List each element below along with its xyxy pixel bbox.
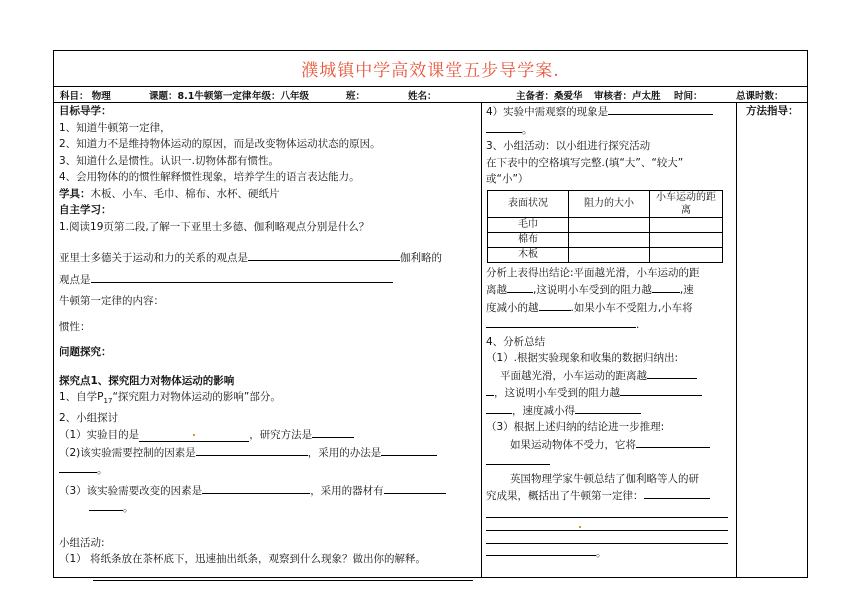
- question-text: ，研究方法是: [249, 429, 313, 442]
- period: 。: [97, 464, 108, 477]
- input-cell[interactable]: [650, 247, 723, 262]
- answer-blank[interactable]: [636, 436, 710, 448]
- mark-dot: [193, 434, 195, 436]
- analysis-line: 分析上表得出结论:平面越光滑，小车运动的距: [486, 266, 700, 279]
- summary-line: [486, 384, 732, 402]
- newton-text: 究成果，概括出了牛顿第一定律：: [486, 490, 644, 502]
- input-cell[interactable]: [650, 232, 723, 247]
- self-study-line: [59, 389, 477, 410]
- answer-blank[interactable]: [644, 487, 710, 499]
- page-title: 濮城镇中学高效课堂五步导学案.: [301, 61, 560, 81]
- answer-blank[interactable]: [652, 281, 680, 293]
- summary-line: （1）.根据实验现象和收集的数据归纳出:: [486, 352, 679, 364]
- answer-blank[interactable]: [381, 444, 437, 456]
- column-header: 小车运动的距离: [650, 190, 723, 217]
- galileo-line: [59, 271, 477, 289]
- worksheet: [53, 50, 808, 578]
- input-cell[interactable]: [650, 217, 723, 232]
- class-label: 班：: [346, 91, 366, 102]
- answer-blank[interactable]: [507, 281, 533, 293]
- column-divider: [481, 102, 482, 577]
- analysis-text: 度减小的越: [486, 301, 539, 314]
- name-label: 姓名：: [408, 91, 437, 102]
- surface-cell: 木板: [488, 247, 569, 262]
- analysis-text: ,速: [679, 284, 694, 296]
- answer-blank[interactable]: [384, 482, 446, 494]
- newton-line: 英国物理学家牛顿总结了伽利略等人的研: [510, 472, 699, 485]
- table-header-row: [488, 190, 723, 217]
- table-row: [488, 217, 723, 232]
- summary-text: ，这说明小车受到的阻力越: [494, 387, 620, 399]
- period: 。: [596, 546, 607, 559]
- column-header: 阻力的大小: [569, 190, 650, 217]
- answer-blank[interactable]: [486, 544, 596, 556]
- fill-instruction: 在下表中的空格填写完整.(填“大”、“较大”: [486, 156, 684, 169]
- activity-3: 3、小组活动：以小组进行探究活动: [486, 140, 651, 152]
- input-cell[interactable]: [569, 232, 650, 247]
- question-text: （2)该实验需要控制的因素是: [59, 446, 196, 459]
- column-header: 表面状况: [488, 190, 569, 217]
- question-text: （1）实验目的是: [59, 429, 140, 442]
- inertia-line: 惯性：: [59, 320, 91, 333]
- summary-line: [486, 402, 732, 420]
- tools-label: 学具：: [59, 187, 91, 200]
- analysis-line: [486, 281, 732, 299]
- answer-blank[interactable]: [539, 299, 571, 311]
- aristotle-line: [59, 249, 477, 267]
- goal-item: 1、知道牛顿第一定律，: [59, 121, 171, 134]
- answer-blank[interactable]: [312, 426, 354, 438]
- left-column: [59, 103, 477, 581]
- method-column: [746, 103, 806, 120]
- answer-line[interactable]: [486, 518, 728, 531]
- title-row: [54, 51, 807, 87]
- question-text: 4）实验中需观察的现象是: [486, 106, 609, 118]
- tools-line: [59, 186, 477, 203]
- newton-line: [486, 487, 732, 505]
- table-row: [488, 232, 723, 247]
- answer-line[interactable]: [93, 568, 473, 581]
- reviewer: 审核者：卢太胜: [594, 91, 661, 102]
- galileo-text: 伽利略的: [400, 252, 442, 264]
- q4-line: [486, 103, 732, 121]
- question-3: [59, 482, 477, 500]
- answer-line[interactable]: [486, 505, 728, 518]
- answer-blank[interactable]: [486, 384, 494, 396]
- question-text: （3）该实验需要改变的因素是: [59, 484, 203, 497]
- answer-blank[interactable]: [59, 461, 97, 473]
- summary-line: [486, 367, 732, 385]
- explore-heading: 问题探究：: [59, 346, 112, 358]
- answer-blank[interactable]: [202, 482, 310, 494]
- goals-heading: 目标导学：: [59, 105, 112, 117]
- question-text: ，采用的器材有: [310, 484, 384, 497]
- spacer: [59, 361, 477, 373]
- galileo-label: 观点是: [59, 273, 91, 286]
- question-1: [59, 426, 477, 444]
- author: 主备者：桑爱华: [516, 91, 583, 102]
- input-cell[interactable]: [569, 217, 650, 232]
- analysis-text: ,这说明小车受到的阻力越: [533, 284, 652, 296]
- summary-text: 如果运动物体不受力，它将: [510, 438, 636, 451]
- analysis-line: [486, 299, 732, 317]
- summary-heading: 4、分析总结: [486, 335, 546, 348]
- middle-column: [486, 103, 732, 561]
- summary-line: （3）根据上述归纳的结论进一步推理:: [486, 421, 665, 433]
- subject: 科目： 物理: [60, 91, 111, 102]
- point1-heading: 探究点1、探究阻力对物体运动的影响: [59, 374, 235, 387]
- answer-blank[interactable]: [139, 430, 249, 442]
- answer-line[interactable]: [486, 531, 728, 544]
- answer-blank[interactable]: [647, 367, 697, 379]
- meta-row: [54, 87, 807, 103]
- method-heading: 方法指导：: [746, 105, 799, 117]
- self-study-heading: 自主学习：: [59, 204, 112, 216]
- answer-blank[interactable]: [486, 121, 522, 133]
- spacer: [59, 235, 477, 249]
- analysis-text: .如果小车不受阻力,小车将: [570, 301, 693, 314]
- input-cell[interactable]: [569, 247, 650, 262]
- summary-text: 平面越光滑，小车运动的距离越: [500, 369, 647, 382]
- analysis-text: 离越: [486, 284, 507, 296]
- summary-text: ，速度减小得: [512, 404, 575, 417]
- mark-dot: [579, 526, 581, 528]
- answer-blank[interactable]: [575, 402, 641, 414]
- topic: 课题：8.1牛顿第一定律: [149, 91, 252, 102]
- answer-blank[interactable]: [620, 384, 702, 396]
- self-study-text: 1、自学P: [59, 391, 104, 403]
- analysis-line: [486, 316, 732, 334]
- period: .: [636, 319, 640, 331]
- spacer: [59, 517, 477, 535]
- grade: 年级：八年级: [252, 91, 310, 102]
- end-line: [486, 544, 732, 562]
- answer-blank[interactable]: [486, 402, 512, 414]
- fill-instruction: 或“小”）: [486, 173, 529, 185]
- table-row: [488, 247, 723, 262]
- answer-blank[interactable]: [486, 316, 636, 328]
- self-study-text: “探究阻力对物体运动的影响”部分。: [112, 391, 281, 403]
- answer-blank[interactable]: [608, 103, 713, 115]
- answer-blank[interactable]: [248, 249, 400, 261]
- answer-blank[interactable]: [486, 453, 550, 465]
- newton-law-line: 牛顿第一定律的内容：: [59, 295, 164, 307]
- surface-cell: 棉布: [488, 232, 569, 247]
- question-3-cont: [59, 499, 477, 517]
- page-subscript: 17: [103, 397, 113, 406]
- answer-blank[interactable]: [89, 499, 123, 511]
- tools-list: 木板、小车、毛巾、棉布、水杯、硬纸片: [90, 187, 280, 200]
- q4-cont: [486, 121, 732, 139]
- experiment-table: [487, 190, 723, 263]
- summary-line: [486, 453, 732, 471]
- answer-blank[interactable]: [91, 271, 393, 283]
- reading-task: 1.阅读19页第二段,了解一下亚里士多德、伽利略观点分别是什么？: [59, 220, 370, 233]
- question-text: ，采用的办法是: [307, 446, 382, 459]
- goal-item: 3、知道什么是惯性。认识一.切物体都有惯性。: [59, 154, 280, 167]
- answer-blank[interactable]: [196, 444, 308, 456]
- goal-item: 2、知道力不是维持物体运动的原因，而是改变物体运动状态的原因。: [59, 138, 381, 150]
- time-label: 时间：: [674, 91, 703, 102]
- column-divider: [736, 102, 737, 577]
- question-2: [59, 444, 477, 462]
- total-hours: 总课时数：: [736, 91, 784, 102]
- period: 。: [123, 502, 134, 515]
- activity-1: （1） 将纸条放在茶杯底下，迅速抽出纸条，观察到什么现象？做出你的解释。: [59, 553, 427, 566]
- group-activity: 小组活动:: [59, 536, 105, 549]
- group-line: 2、小组探讨: [59, 411, 119, 424]
- goal-item: 4、会用物体的的惯性解释惯性现象，培养学生的语言表达能力。: [59, 171, 360, 183]
- aristotle-text: 亚里士多德关于运动和力的关系的观点是: [59, 252, 248, 264]
- question-2-cont: [59, 461, 477, 479]
- period: 。: [522, 123, 533, 136]
- surface-cell: 毛巾: [488, 217, 569, 232]
- summary-line: [486, 436, 732, 454]
